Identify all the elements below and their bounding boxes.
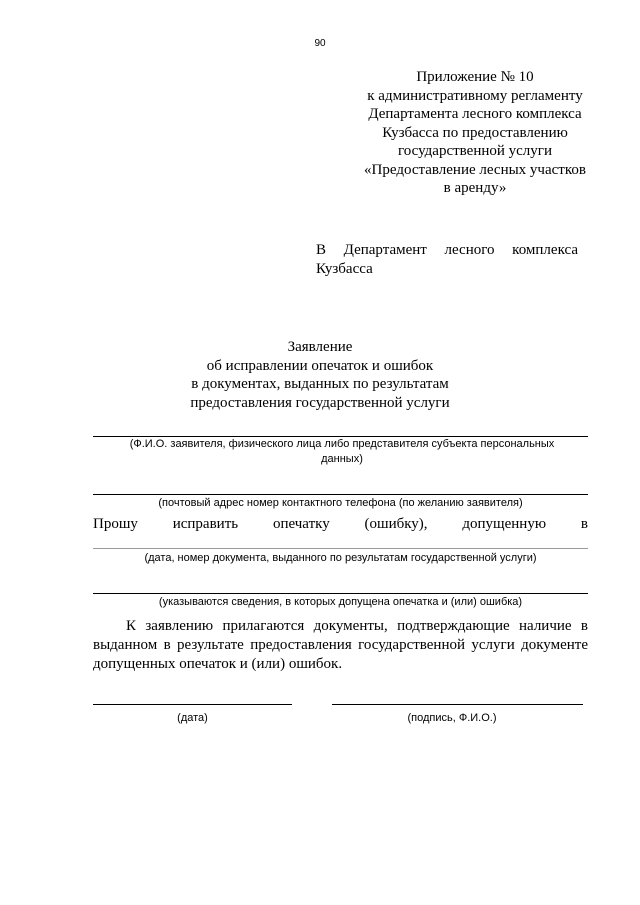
title-line: Заявление: [287, 339, 353, 355]
signature-line[interactable]: [332, 704, 583, 705]
title-line: об исправлении опечаток и ошибок: [206, 357, 434, 374]
addressee-word: В: [316, 242, 327, 258]
address-line[interactable]: [93, 494, 588, 495]
request-word: опечатку: [272, 516, 330, 532]
application-title: [120, 338, 520, 412]
page-number: 90: [314, 38, 326, 49]
request-line: [93, 516, 588, 533]
title-line: предоставления государственной услуги: [190, 394, 450, 411]
error-details-line[interactable]: [93, 593, 588, 594]
addressee-line-2: Кузбасса: [316, 261, 373, 277]
date-caption: (дата): [177, 712, 208, 724]
date-line[interactable]: [93, 704, 292, 705]
appendix-header: [352, 68, 598, 198]
appendix-line: государственной услуги: [398, 143, 552, 159]
appendix-line: Кузбасса по предоставлению: [382, 124, 568, 141]
address-caption: (почтовый адрес номер контактного телефона (по желанию заявителя): [158, 497, 523, 509]
addressee-word: комплекса: [512, 242, 578, 258]
request-word: исправить: [172, 516, 239, 532]
signature-caption: (подпись, Ф.И.О.): [407, 712, 497, 724]
applicant-caption: (Ф.И.О. заявителя, физического лица либо представителя субъекта персональных данных): [129, 438, 555, 465]
error-caption: (указываются сведения, в которых допущена опечатка и (или) ошибка): [158, 596, 523, 608]
addressee-word: лесного: [444, 242, 495, 258]
appendix-line: Департамента лесного комплекса: [368, 106, 582, 122]
appendix-line: в аренду»: [443, 180, 507, 196]
document-caption: (дата, номер документа, выданного по результатам государственной услуги): [144, 552, 537, 564]
request-word: (ошибку),: [364, 516, 428, 532]
addressee-word: Департамент: [343, 242, 427, 258]
request-word: допущенную: [462, 516, 547, 532]
request-word: Прошу: [93, 516, 138, 532]
title-line: в документах, выданных по результатам: [191, 376, 449, 392]
attachment-paragraph: К заявлению прилагаются документы, подтверждающие наличие в выданном в результате предоставления государственной услуги документе допущенных опечаток и (или) ошибок.: [93, 618, 588, 672]
appendix-line: Приложение № 10: [416, 69, 534, 85]
document-line[interactable]: [93, 548, 588, 549]
request-word: в: [580, 516, 588, 532]
addressee-line: [316, 241, 578, 260]
appendix-line: к административному регламенту: [367, 87, 583, 104]
addressee-block: [316, 241, 578, 279]
appendix-line: «Предоставление лесных участков: [364, 161, 586, 178]
